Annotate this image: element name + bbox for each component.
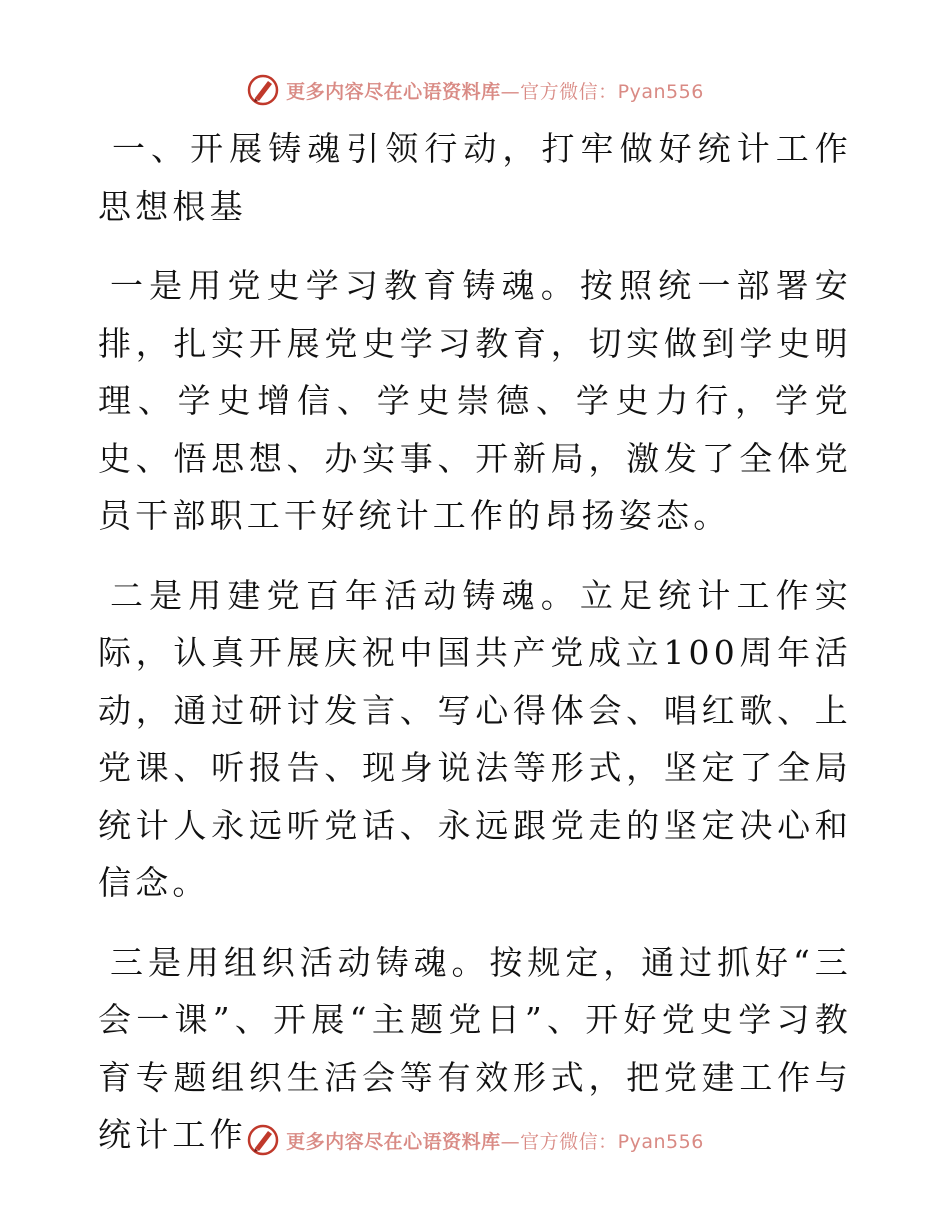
- document-body: [98, 120, 852, 1164]
- paragraph-organization: 三是用组织活动铸魂。按规定，通过抓好“三会一课”、开展“主题党日”、开好党史学习教育专题组织生活会等有效形式，把党建工作与统计工作: [98, 942, 852, 1154]
- section-heading: 一、开展铸魂引领行动，打牢做好统计工作思想根基: [98, 129, 852, 226]
- pen-logo-icon: [246, 73, 280, 107]
- watermark-brand: 更多内容尽在心语资料库: [286, 80, 501, 103]
- watermark-separator: —: [500, 80, 521, 103]
- watermark-header: [0, 72, 950, 108]
- watermark-contact: 官方微信：Pyan556: [520, 1130, 704, 1153]
- paragraph-centenary: 二是用建党百年活动铸魂。立足统计工作实际，认真开展庆祝中国共产党成立100周年活动，通过研讨发言、写心得体会、唱红歌、上党课、听报告、现身说法等形式，坚定了全局统计人永远听党话、永远跟党走的坚定决心和信念。: [98, 575, 852, 902]
- pen-logo-icon: [246, 1123, 280, 1157]
- watermark-separator: —: [500, 1130, 521, 1153]
- watermark-brand: 更多内容尽在心语资料库: [286, 1130, 501, 1153]
- watermark-footer: [0, 1122, 950, 1158]
- paragraph-party-history: 一是用党史学习教育铸魂。按照统一部署安排，扎实开展党史学习教育，切实做到学史明理、学史增信、学史崇德、学史力行，学党史、悟思想、办实事、开新局，激发了全体党员干部职工干好统计工作的昂扬姿态。: [98, 266, 852, 535]
- watermark-contact: 官方微信：Pyan556: [520, 80, 704, 103]
